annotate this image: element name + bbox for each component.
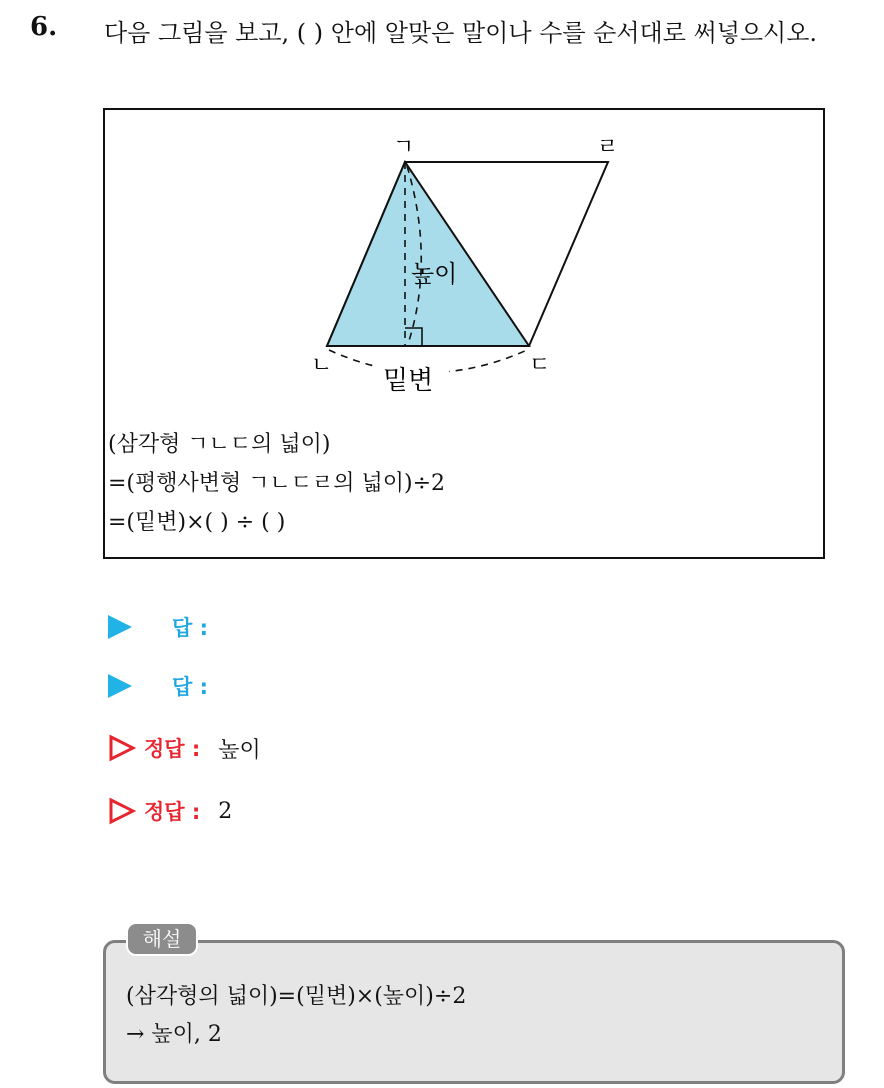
formula-line-2: =(평행사변형 ㄱㄴㄷㄹ의 넓이)÷2 [108, 471, 446, 496]
outline-triangle-icon [108, 734, 144, 762]
play-icon [108, 674, 132, 698]
question-text: 다음 그림을 보고, ( ) 안에 알맞은 말이나 수를 순서대로 써넣으시오. [104, 19, 818, 47]
correct-answer-label: 정답 : [144, 737, 201, 761]
formula-block [108, 425, 445, 542]
vertex-label-bottom-left: ㄴ [311, 353, 333, 378]
correct-answer-row-2 [108, 794, 232, 828]
correct-answer-label: 정답 : [144, 800, 201, 824]
answer-row-1 [108, 610, 208, 644]
correct-answer-value: 높이 [218, 737, 261, 763]
vertex-label-bottom-right: ㄷ [529, 353, 551, 378]
answer-label: 답 : [172, 616, 208, 640]
answer-row-2 [108, 669, 208, 703]
vertex-label-top-left: ㄱ [393, 135, 415, 160]
correct-answer-value: 2 [218, 798, 233, 824]
explanation-text [126, 978, 466, 1054]
explanation-line-2: → 높이, 2 [126, 1022, 222, 1047]
height-label: 높이 [411, 260, 458, 288]
base-label: 밑변 [383, 366, 434, 396]
question-number: 6. [30, 12, 58, 42]
play-icon [108, 615, 132, 639]
explanation-line-1: (삼각형의 넓이)=(밑변)×(높이)÷2 [126, 984, 467, 1009]
outline-triangle-icon [108, 797, 144, 825]
vertex-label-top-right: ㄹ [597, 135, 619, 160]
formula-line-1: (삼각형 ㄱㄴㄷ의 넓이) [108, 432, 331, 457]
correct-answer-row-1 [108, 731, 261, 765]
answer-label: 답 : [172, 675, 208, 699]
formula-line-3: =(밑변)×( ) ÷ ( ) [108, 510, 286, 535]
triangle-shaded [327, 162, 529, 346]
explanation-tab: 해설 [126, 922, 198, 956]
